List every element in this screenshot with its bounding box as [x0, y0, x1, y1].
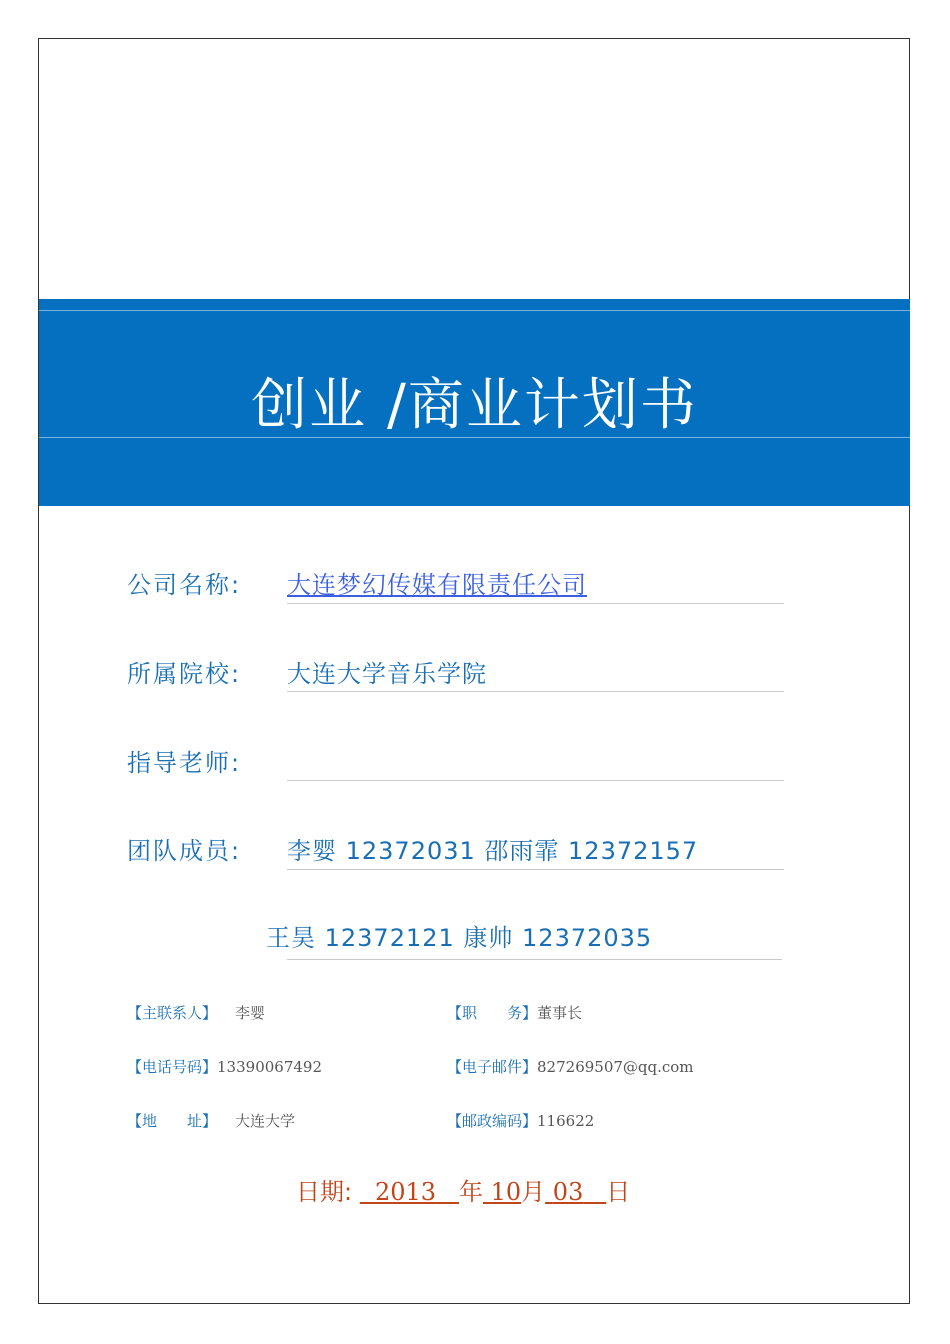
document-title: 创业 /商业计划书: [251, 373, 698, 438]
position-row: [447, 1002, 582, 1023]
phone-row: [127, 1056, 322, 1077]
postcode-label: 【邮政编码】: [447, 1112, 538, 1130]
date-year-unit: 年: [458, 1178, 483, 1206]
phone-value: 13390067492: [217, 1058, 322, 1076]
team-members-line1: 李婴 12372031 邵雨霏 12372157: [287, 837, 699, 865]
company-label: 公司名称:: [127, 571, 242, 599]
date-prefix: 日期:: [296, 1178, 353, 1206]
contact-person-row: [127, 1002, 265, 1023]
school-label: 所属院校:: [127, 660, 242, 688]
postcode-row: [447, 1110, 594, 1131]
email-value[interactable]: 827269507@qq.com: [537, 1058, 694, 1076]
advisor-underline: [287, 780, 784, 781]
date-year: 2013: [375, 1178, 437, 1206]
address-value: 大连大学: [235, 1112, 296, 1130]
date-month-unit: 月: [521, 1178, 546, 1206]
email-row: [447, 1056, 694, 1077]
team-underline-2: [287, 959, 782, 960]
date-day: 03: [552, 1178, 584, 1206]
company-name-link[interactable]: 大连梦幻传媒有限责任公司: [287, 571, 587, 599]
date-day-unit: 日: [606, 1178, 631, 1206]
date-month: 10: [490, 1178, 522, 1206]
postcode-value: 116622: [537, 1112, 595, 1130]
team-label: 团队成员:: [127, 837, 242, 865]
banner-bottom-line: [39, 437, 910, 438]
email-label: 【电子邮件】: [447, 1058, 538, 1076]
school-underline: [287, 691, 784, 692]
school-value: 大连大学音乐学院: [287, 660, 487, 688]
team-underline-1: [287, 869, 784, 870]
address-row: [127, 1110, 295, 1131]
contact-person-value: 李婴: [235, 1004, 266, 1022]
company-underline: [287, 603, 784, 604]
position-value: 董事长: [537, 1004, 583, 1022]
contact-person-label: 【主联系人】: [127, 1004, 218, 1022]
team-members-line2: 王昊 12372121 康帅 12372035: [266, 924, 653, 952]
phone-label: 【电话号码】: [127, 1058, 218, 1076]
date-line: [296, 1172, 630, 1207]
advisor-label: 指导老师:: [127, 749, 242, 777]
title-banner: [39, 299, 910, 506]
banner-top-line: [39, 310, 910, 311]
position-label: 【职 务】: [447, 1004, 538, 1022]
address-label: 【地 址】: [127, 1112, 218, 1130]
